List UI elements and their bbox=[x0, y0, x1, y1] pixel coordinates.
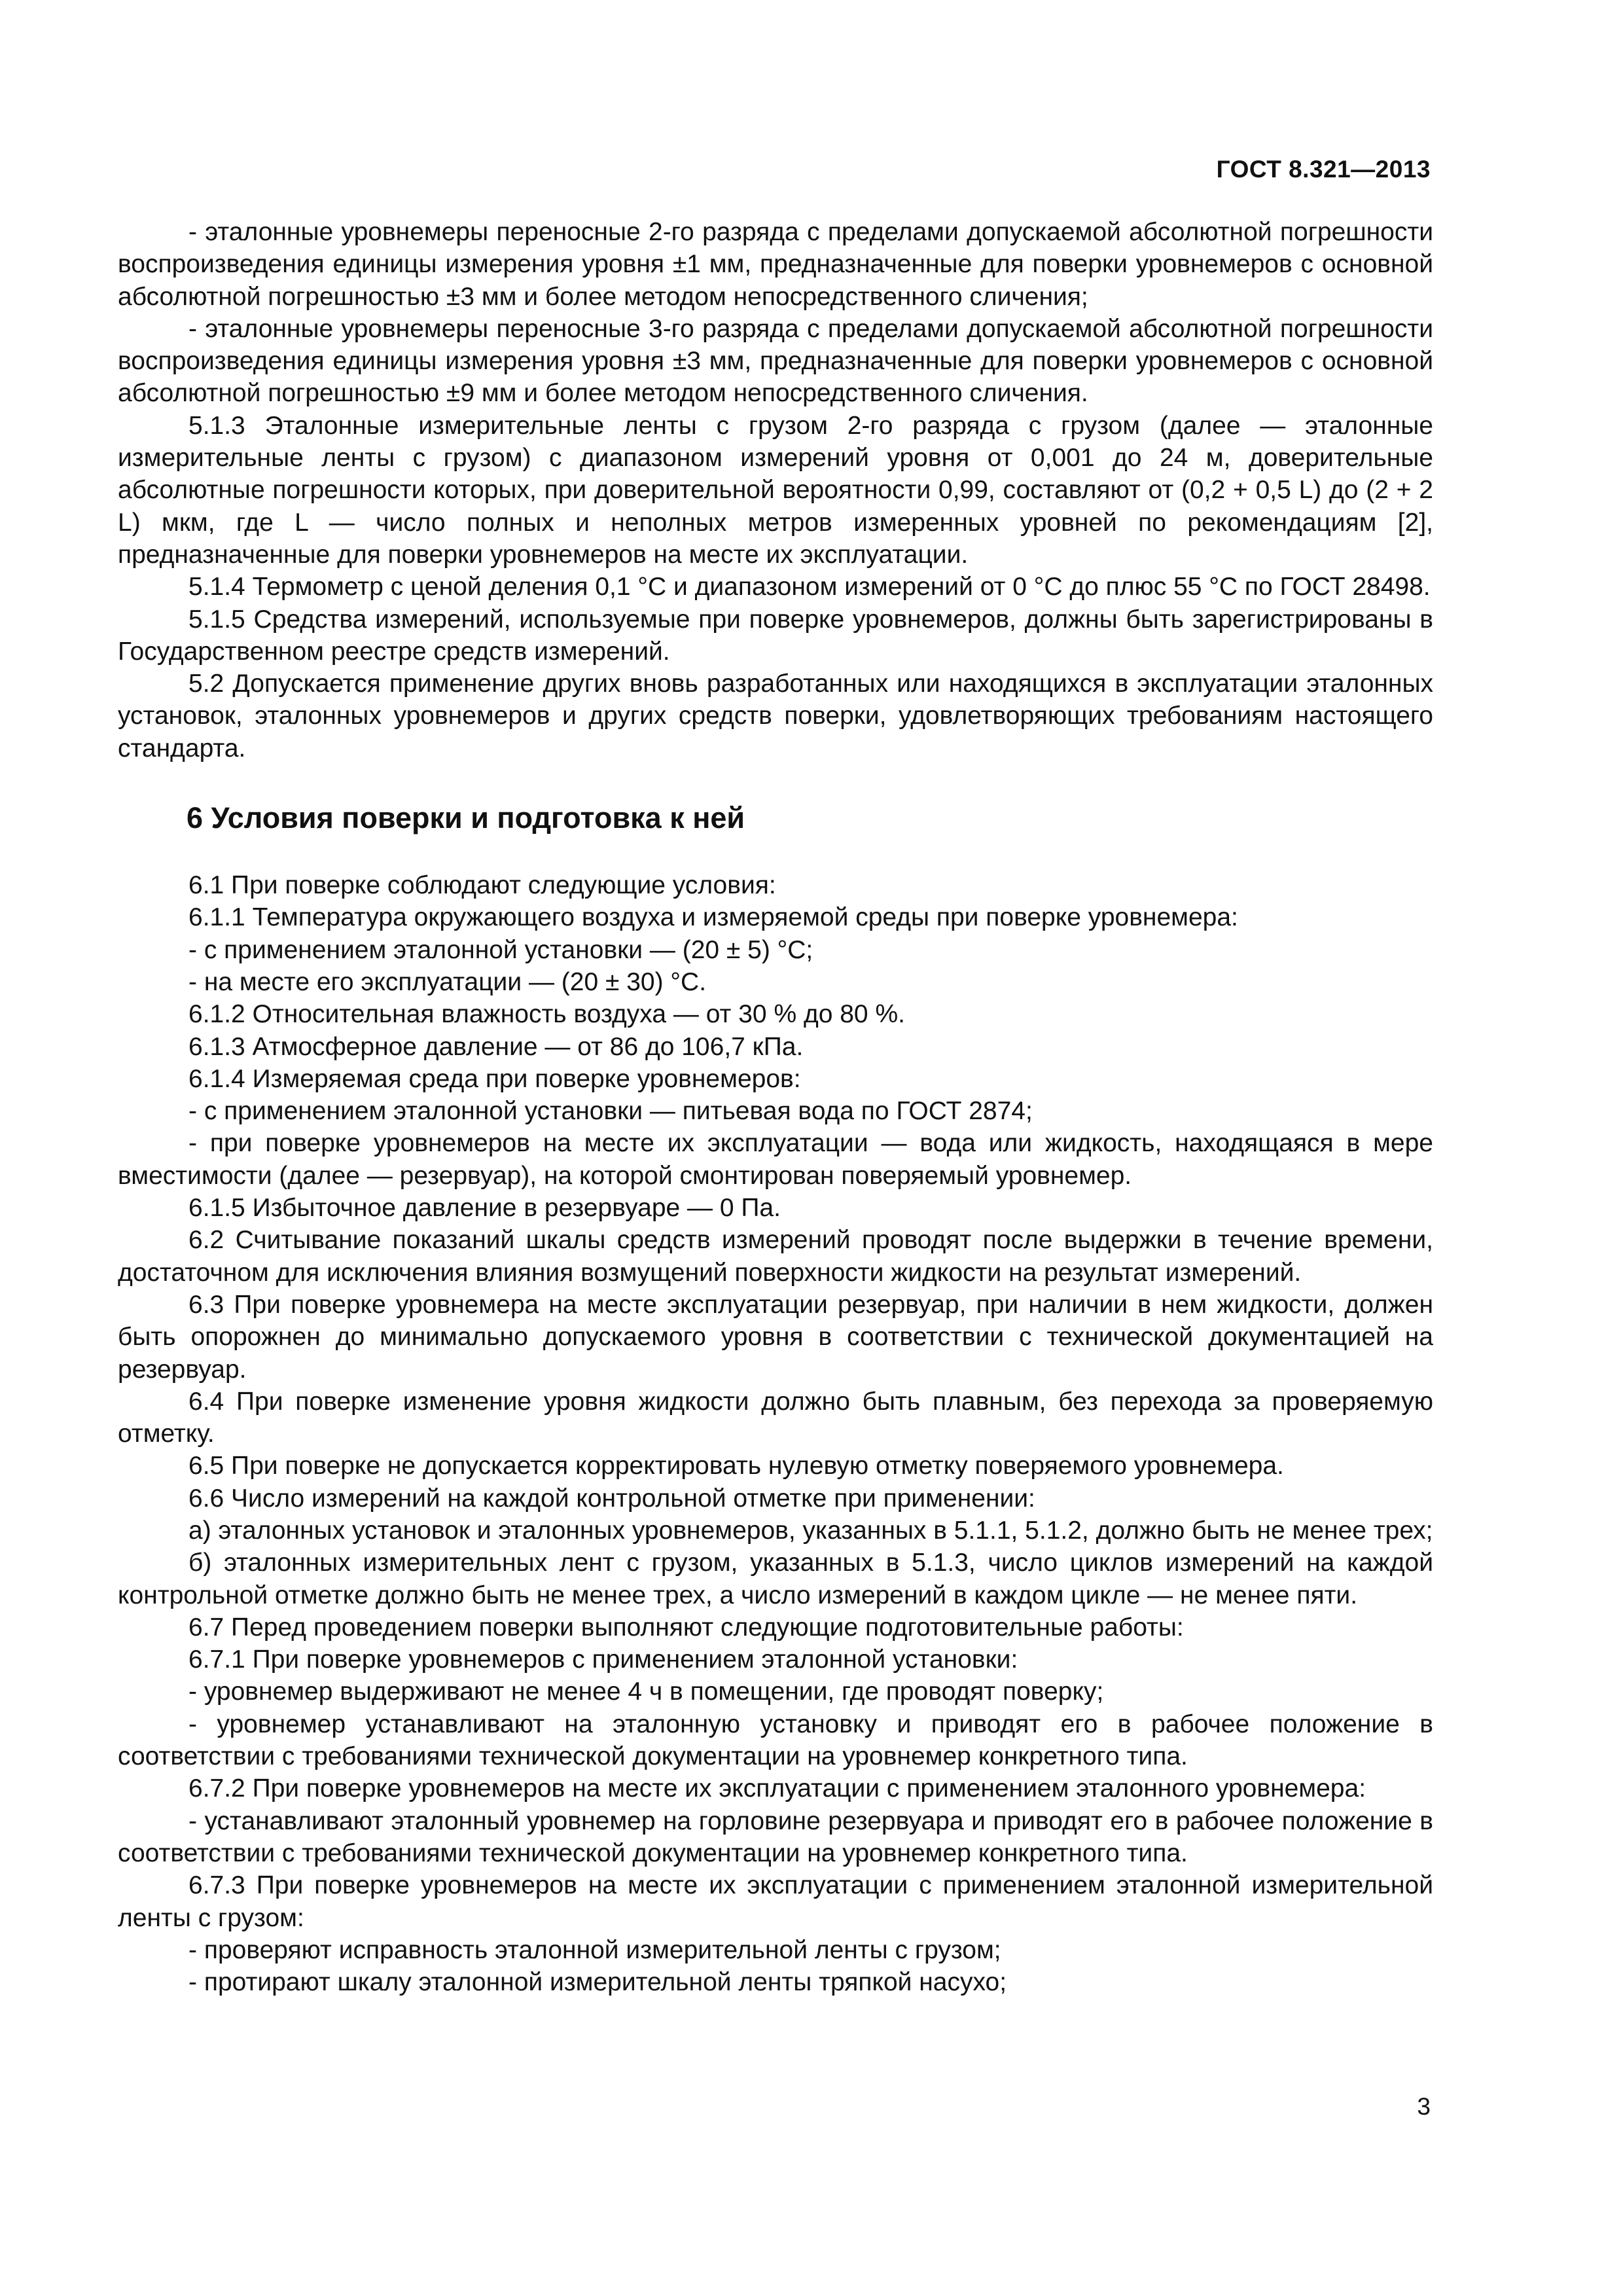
list-item-medium-site: - при поверке уровнемеров на месте их эксплуатации — вода или жидкость, находящаяся в мере вместимости (далее — резервуар), на которой смонтирован поверяемый уровнемер. bbox=[118, 1129, 1433, 1190]
paragraph-6-1: 6.1 При поверке соблюдают следующие условия: bbox=[188, 871, 776, 900]
paragraph-6-3: 6.3 При поверке уровнемера на месте эксплуатации резервуар, при наличии в нем жидкости, должен быть опорожнен до минимально допускаемого уровня в соответствии с технической документацией на резервуар. bbox=[118, 1290, 1433, 1384]
paragraph-6-7-3: 6.7.3 При поверке уровнемеров на месте их эксплуатации с применением эталонной измерительной ленты с грузом: bbox=[118, 1871, 1433, 1932]
paragraph-6-6: 6.6 Число измерений на каждой контрольной отметке при применении: bbox=[188, 1484, 1035, 1513]
section-6-heading: 6 Условия поверки и подготовка к ней bbox=[187, 801, 745, 835]
paragraph-6-1-2: 6.1.2 Относительная влажность воздуха — от 30 % до 80 %. bbox=[188, 1000, 905, 1029]
paragraph-5-1-3: 5.1.3 Эталонные измерительные ленты с грузом 2-го разряда с грузом (далее — эталонные измерительные ленты с грузом) с диапазоном измерений уровня от 0,001 до 24 м, доверительные абсолютные погрешности которых, при доверительной вероятности 0,99, составляют от (0,2 + 0,5 L) до (2 + 2 L) мкм, где L — число полных и неполных метров измеренных уровней по рекомендациям [2], предназначенные для поверки уровнемеров на месте их эксплуатации. bbox=[118, 411, 1433, 569]
list-item-wipe-tape: - протирают шкалу эталонной измерительной ленты тряпкой насухо; bbox=[188, 1968, 1007, 1997]
paragraph-6-5: 6.5 При поверке не допускается корректировать нулевую отметку поверяемого уровнемера. bbox=[188, 1452, 1284, 1480]
paragraph-5-1-5: 5.1.5 Средства измерений, используемые при поверке уровнемеров, должны быть зарегистрированы в Государственном реестре средств измерений. bbox=[118, 605, 1433, 666]
list-item-install-on-reference: - уровнемер устанавливают на эталонную установку и приводят его в рабочее положение в соответствии с требованиями технической документации на уровнемер конкретного типа. bbox=[118, 1710, 1433, 1771]
list-item-medium-reference: - с применением эталонной установки — питьевая вода по ГОСТ 2874; bbox=[188, 1097, 1033, 1126]
paragraph-6-1-4: 6.1.4 Измеряемая среда при поверке уровнемеров: bbox=[188, 1064, 801, 1093]
paragraph-level-meter-2nd-grade: - эталонные уровнемеры переносные 2-го разряда с пределами допускаемой абсолютной погрешности воспроизведения единицы измерения уровня ±1 мм, предназначенные для поверки уровнемеров с основной абсолютной погрешностью ±3 мм и более методом непосредственного сличения; bbox=[118, 218, 1433, 311]
paragraph-5-2: 5.2 Допускается применение других вновь разработанных или находящихся в эксплуатации эталонных установок, эталонных уровнемеров и других средств поверки, удовлетворяющих требованиям настоящего стандарта. bbox=[118, 670, 1433, 762]
document-code-header: ГОСТ 8.321—2013 bbox=[1216, 156, 1431, 183]
list-item-6-6-b: б) эталонных измерительных лент с грузом, указанных в 5.1.3, число циклов измерений на каждой контрольной отметке должно быть не менее трех, а число измерений в каждом цикле — не менее пяти. bbox=[118, 1549, 1433, 1609]
paragraph-6-1-5: 6.1.5 Избыточное давление в резервуаре — 0 Па. bbox=[188, 1194, 781, 1223]
list-item-6-6-a: а) эталонных установок и эталонных уровнемеров, указанных в 5.1.1, 5.1.2, должно быть не менее трех; bbox=[188, 1516, 1433, 1545]
paragraph-6-1-1: 6.1.1 Температура окружающего воздуха и измеряемой среды при поверке уровнемера: bbox=[188, 903, 1238, 932]
paragraph-6-7: 6.7 Перед проведением поверки выполняют следующие подготовительные работы: bbox=[188, 1613, 1184, 1641]
paragraph-6-2: 6.2 Считывание показаний шкалы средств измерений проводят после выдержки в течение времени, достаточном для исключения влияния возмущений поверхности жидкости на результат измерений. bbox=[118, 1226, 1433, 1287]
list-item-temperature-reference: - с применением эталонной установки — (20 ± 5) °С; bbox=[188, 935, 813, 964]
page-number: 3 bbox=[1417, 2093, 1431, 2120]
list-item-check-tape: - проверяют исправность эталонной измерительной ленты с грузом; bbox=[188, 1935, 1001, 1964]
paragraph-5-1-4: 5.1.4 Термометр с ценой деления 0,1 °С и диапазоном измерений от 0 °С до плюс 55 °С по ГОСТ 28498. bbox=[188, 573, 1431, 601]
list-item-install-reference-meter: - устанавливают эталонный уровнемер на горловине резервуара и приводят его в рабочее положение в соответствии с требованиями технической документации на уровнемер конкретного типа. bbox=[118, 1806, 1433, 1867]
paragraph-6-1-3: 6.1.3 Атмосферное давление — от 86 до 106,7 кПа. bbox=[188, 1032, 804, 1061]
paragraph-6-7-2: 6.7.2 При поверке уровнемеров на месте их эксплуатации с применением эталонного уровнемера: bbox=[188, 1774, 1366, 1803]
paragraph-6-4: 6.4 При поверке изменение уровня жидкости должно быть плавным, без перехода за проверяемую отметку. bbox=[118, 1387, 1433, 1448]
paragraph-6-7-1: 6.7.1 При поверке уровнемеров с применением эталонной установки: bbox=[188, 1645, 1018, 1674]
list-item-temperature-site: - на месте его эксплуатации — (20 ± 30) °С. bbox=[188, 967, 707, 996]
list-item-hold-4h: - уровнемер выдерживают не менее 4 ч в помещении, где проводят поверку; bbox=[188, 1677, 1104, 1706]
page-body bbox=[118, 216, 1433, 1998]
paragraph-level-meter-3rd-grade: - эталонные уровнемеры переносные 3-го разряда с пределами допускаемой абсолютной погрешности воспроизведения единицы измерения уровня ±3 мм, предназначенные для поверки уровнемеров с основной абсолютной погрешностью ±9 мм и более методом непосредственного сличения. bbox=[118, 314, 1433, 408]
